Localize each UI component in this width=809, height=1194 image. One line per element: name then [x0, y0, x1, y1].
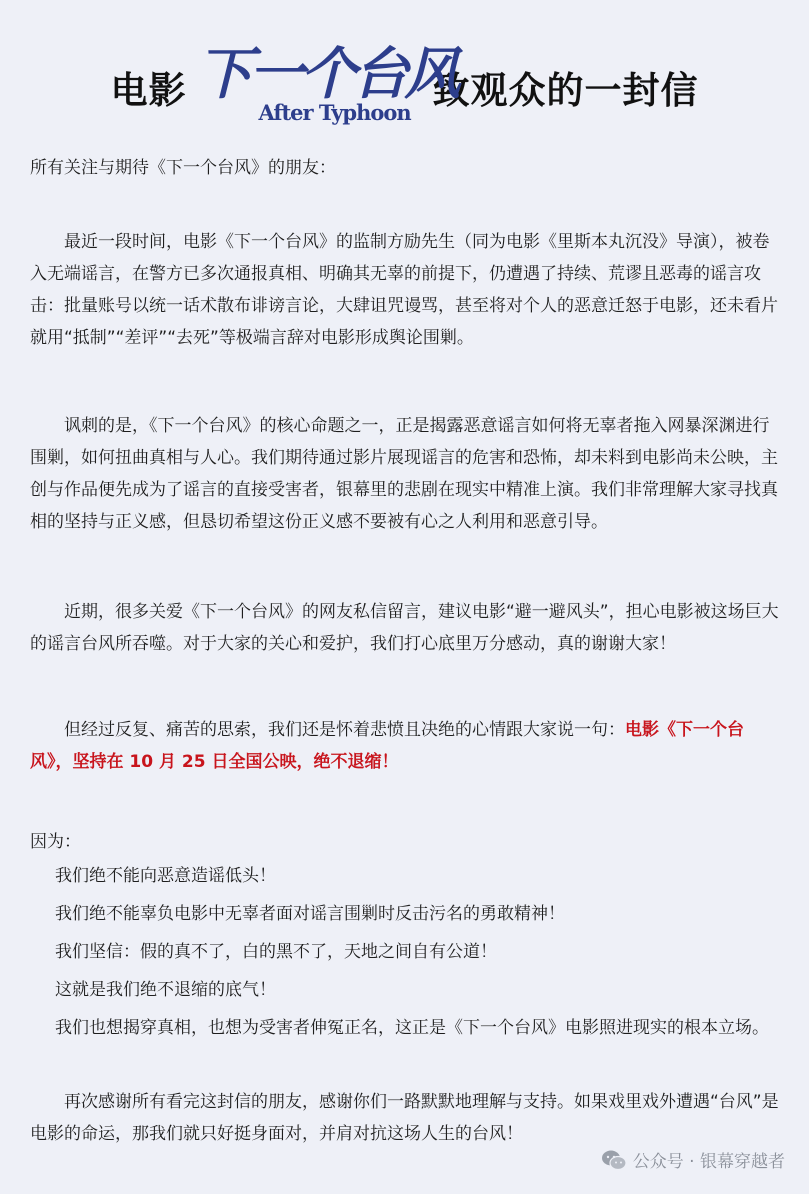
reason-item: 我们绝不能辜负电影中无辜者面对谣言围剿时反击污名的勇敢精神！ — [55, 904, 565, 924]
paragraph-1: 最近一段时间，电影《下一个台风》的监制方励先生（同为电影《里斯本丸沉没》导演），被卷入无端谣言，在警方已多次通报真相、明确其无辜的前提下，仍遭遇了持续、荒谬且恶毒的谣言攻击：批量账号以统一话术散布诽谤言论，大肆诅咒谩骂，甚至将对个人的恶意迁怒于电影，还未看片就用“抵制”“差评”“去死”等极端言辞对电影形成舆论围剿。 — [30, 232, 778, 348]
movie-logo — [195, 41, 457, 132]
watermark-text: 公众号 · 银幕穿越者 — [632, 1152, 785, 1172]
title-left: 电影 — [110, 69, 187, 112]
watermark — [601, 1147, 785, 1172]
paragraph-3: 近期，很多关爱《下一个台风》的网友私信留言，建议电影“避一避风头”，担心电影被这场巨大的谣言台风所吞噬。对于大家的关心和爱护，我们打心底里万分感动，真的谢谢大家！ — [30, 602, 779, 654]
logo-english: After Typhoon — [258, 100, 411, 125]
reason-item: 我们也想揭穿真相，也想为受害者伸冤正名，这正是《下一个台风》电影照进现实的根本立场。 — [55, 1018, 769, 1038]
greeting: 所有关注与期待《下一个台风》的朋友： — [30, 158, 336, 178]
closing-paragraph: 再次感谢所有看完这封信的朋友，感谢你们一路默默地理解与支持。如果戏里戏外遭遇“台风”是电影的命运，那我们就只好挺身面对，并肩对抗这场人生的台风！ — [30, 1092, 779, 1144]
paragraph-4 — [30, 714, 785, 778]
logo-chinese: 下一个台风 — [196, 41, 457, 107]
wechat-icon — [601, 1149, 627, 1171]
because-label: 因为： — [30, 832, 81, 852]
reason-item: 这就是我们绝不退缩的底气！ — [55, 980, 276, 1000]
reason-item: 我们坚信：假的真不了，白的黑不了，天地之间自有公道！ — [55, 942, 497, 962]
reason-item: 我们绝不能向恶意造谣低头！ — [55, 866, 276, 886]
release-statement: 电影《下一个台风》，坚持在 10 月 25 日全国公映，绝不退缩！ — [30, 720, 744, 772]
paragraph-4-normal: 但经过反复、痛苦的思索，我们还是怀着悲愤且决绝的心情跟大家说一句： — [64, 720, 625, 740]
page-title — [0, 42, 809, 132]
paragraph-2: 讽刺的是，《下一个台风》的核心命题之一，正是揭露恶意谣言如何将无辜者拖入网暴深渊进行围剿，如何扭曲真相与人心。我们期待通过影片展现谣言的危害和恐怖，却未料到电影尚未公映，主创与作品便先成为了谣言的直接受害者，银幕里的悲剧在现实中精准上演。我们非常理解大家寻找真相的坚持与正义感，但恳切希望这份正义感不要被有心之人利用和恶意引导。 — [30, 416, 778, 532]
title-right: 致观众的一封信 — [432, 69, 699, 112]
